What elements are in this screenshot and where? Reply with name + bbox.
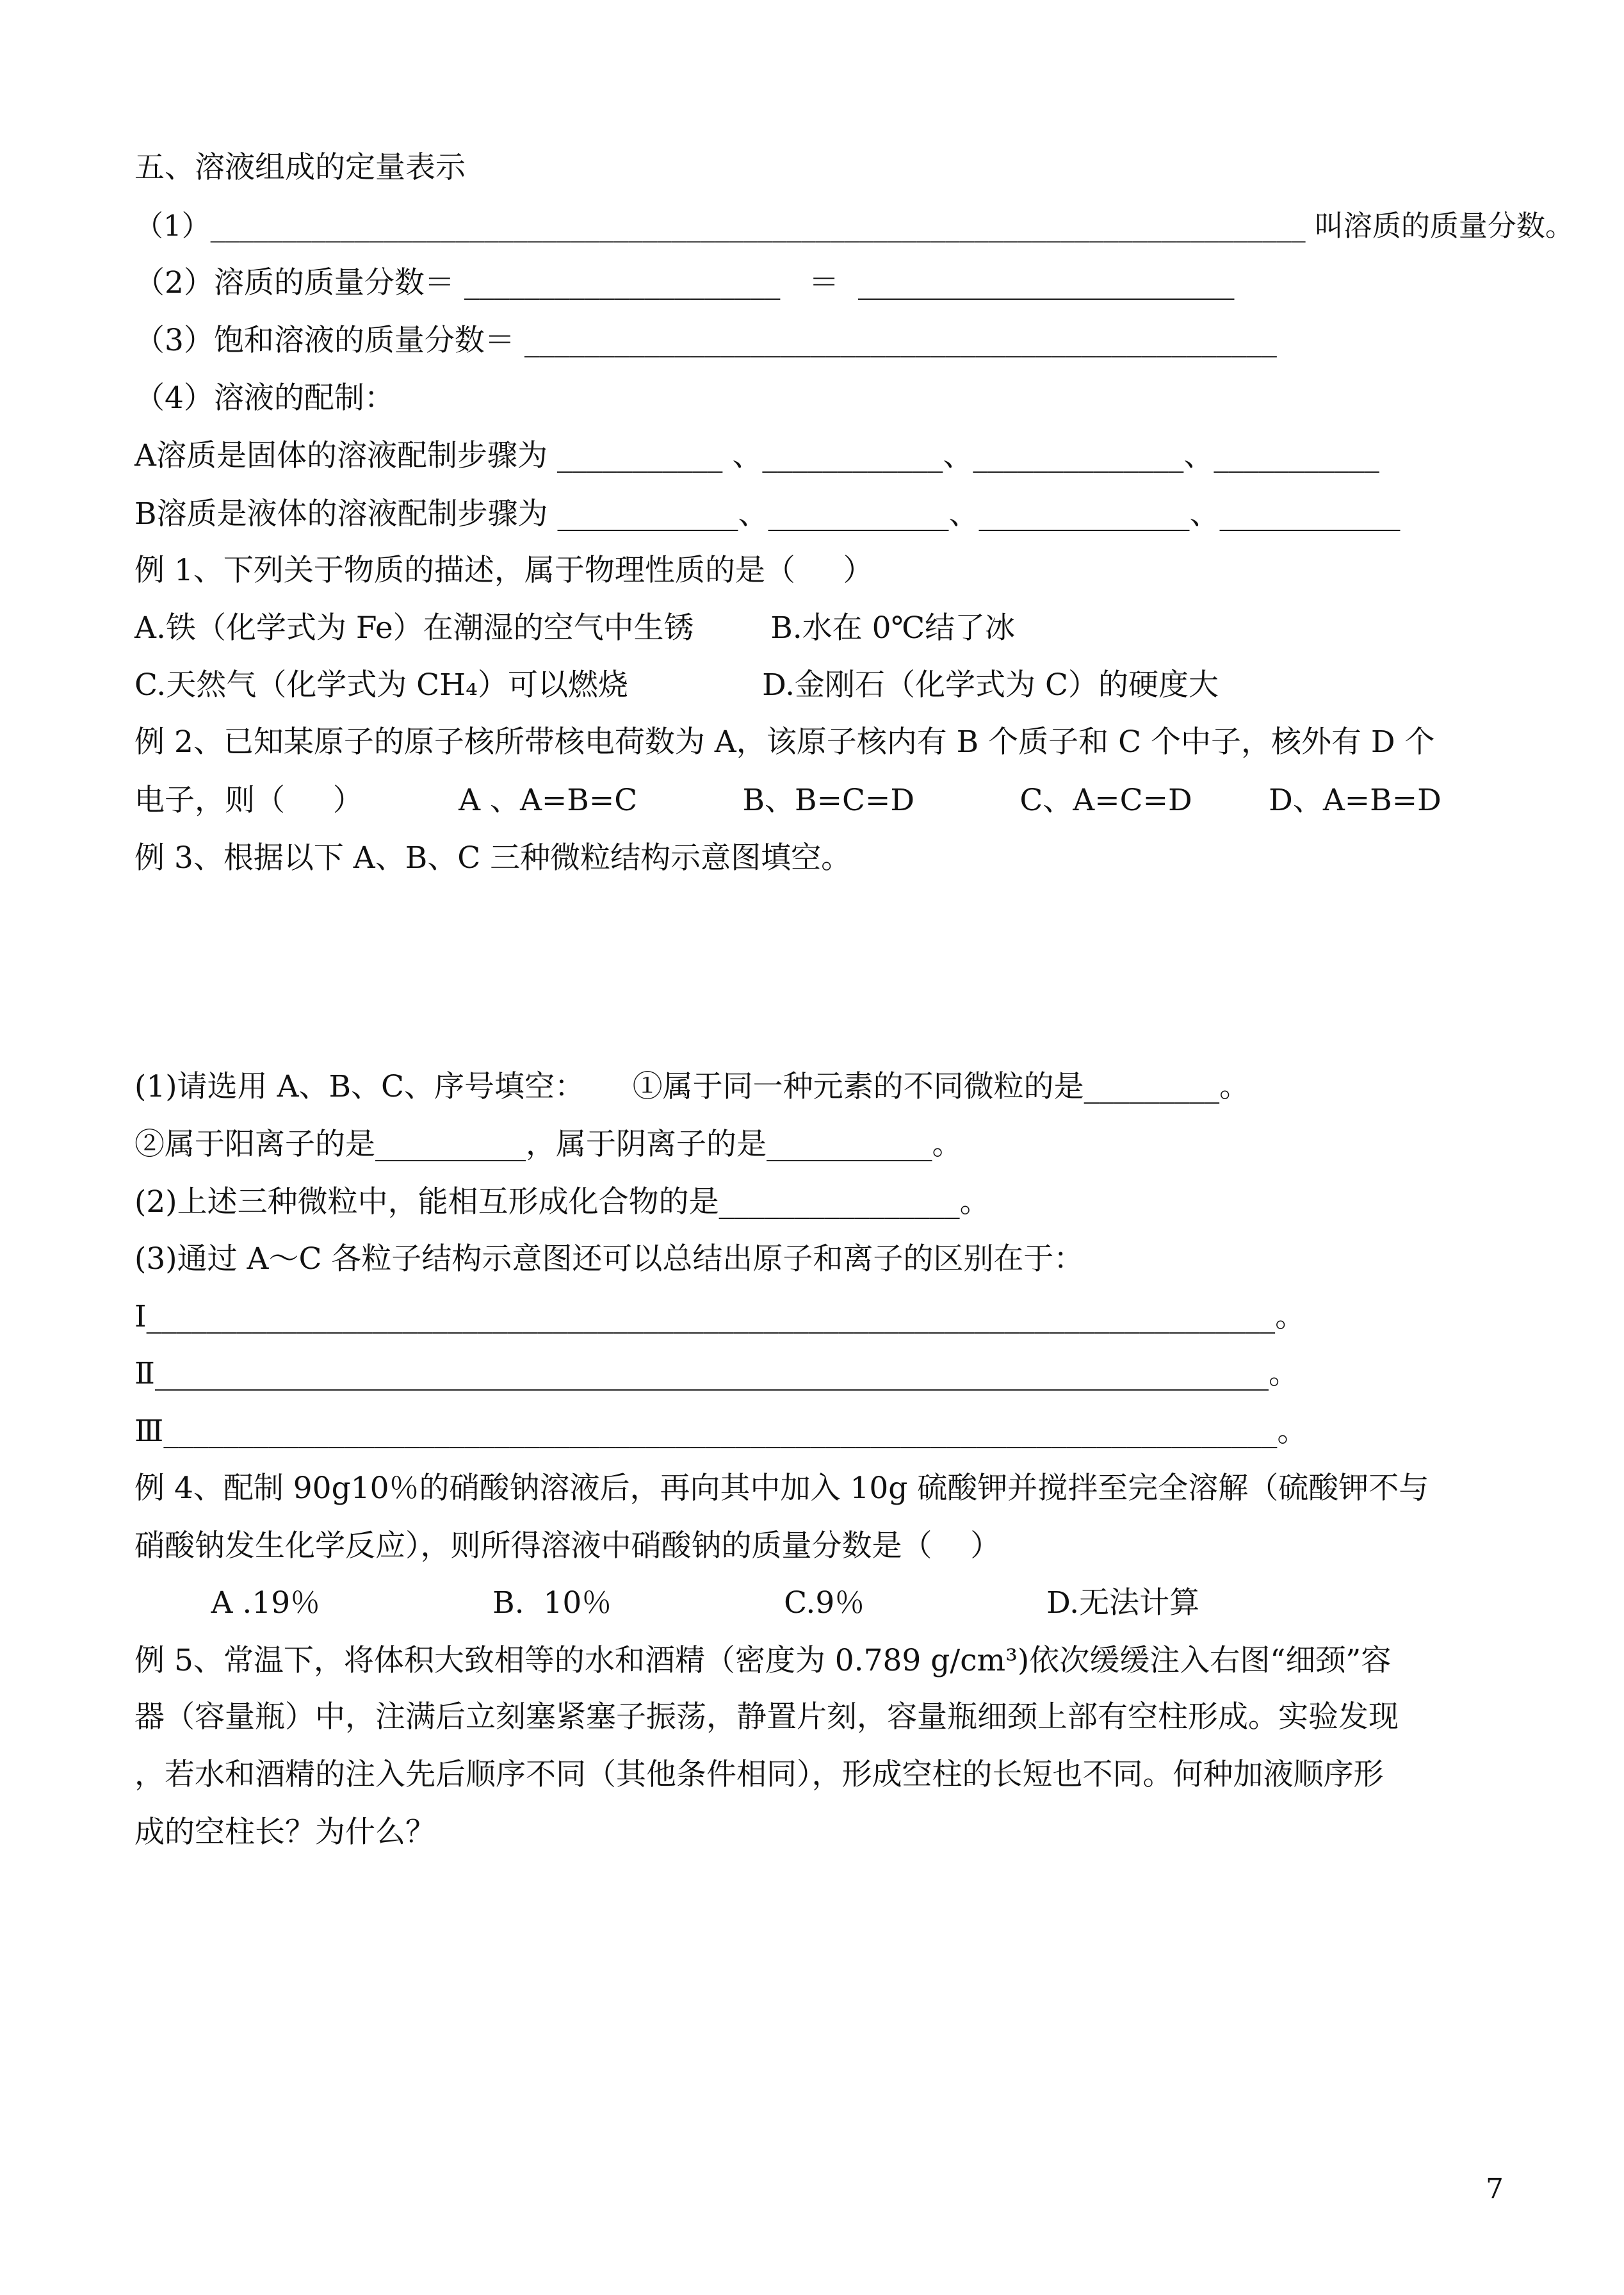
solid-steps-line: A溶质是固体的溶液配制步骤为 ___________ 、____________、______________、___________ — [134, 438, 1379, 473]
example-3-question: 例 3、根据以下 A、B、C 三种微粒结构示意图填空。 — [134, 840, 852, 876]
preparation-heading: （4）溶液的配制： — [134, 380, 394, 416]
page-number: 7 — [1486, 2173, 1504, 2205]
example-5-line-2: 器（容量瓶）中，注满后立刻塞紧塞子振荡，静置片刻，容量瓶细颈上部有空柱形成。实验发现 — [134, 1699, 1399, 1735]
liquid-steps-line: B溶质是液体的溶液配制步骤为 ____________、____________、______________、____________ — [134, 496, 1401, 532]
example-3-part-2: (2)上述三种微粒中，能相互形成化合物的是________________。 — [134, 1184, 990, 1220]
answer-line-iii: Ⅲ__________________________________________________________________________。 — [134, 1414, 1308, 1449]
example-1-question: 例 1、下列关于物质的描述，属于物理性质的是（ ） — [134, 553, 873, 588]
example-3-part-1: (1)请选用 A、B、C、序号填空： ①属于同一种元素的不同微粒的是_________。 — [134, 1069, 1250, 1104]
example-4-options: A .19％ B. 10％ C.9％ D.无法计算 — [134, 1585, 1200, 1621]
answer-line-i: Ⅰ___________________________________________________________________________。 — [134, 1299, 1306, 1334]
saturated-fraction-line: （3）饱和溶液的质量分数＝ __________________________________________________ — [134, 323, 1277, 358]
example-3-part-1b: ②属于阳离子的是__________，属于阴离子的是___________。 — [134, 1127, 962, 1162]
example-3-part-3: (3)通过 A～C 各粒子结构示意图还可以总结出原子和离子的区别在于： — [134, 1241, 1084, 1277]
example-5-line-4: 成的空柱长？为什么？ — [134, 1815, 435, 1850]
example-2-question: 例 2、已知某原子的原子核所带核电荷数为 A，该原子核内有 B 个质子和 C 个中子，核外有 D 个 — [134, 724, 1435, 760]
mass-fraction-line: （2）溶质的质量分数＝ _____________________ ＝ _________________________ — [134, 265, 1235, 300]
definition-line: （1）____________________________________________________________________________ 叫溶质的质量分数。 — [134, 209, 1574, 243]
example-4-question-line-1: 例 4、配制 90g10％的硝酸钠溶液后，再向其中加入 10g 硫酸钾并搅拌至完全溶解（硫酸钾不与 — [134, 1471, 1429, 1506]
answer-line-ii: Ⅱ__________________________________________________________________________。 — [134, 1356, 1299, 1391]
example-2-options: 电子，则（ ） A 、A=B=C B、B=C=D C、A=C=D D、A=B=D — [134, 783, 1441, 818]
example-1-options-cd: C.天然气（化学式为 CH₄）可以燃烧 D.金刚石（化学式为 C）的硬度大 — [134, 667, 1219, 703]
example-5-line-3: ，若水和酒精的注入先后顺序不同（其他条件相同），形成空柱的长短也不同。何种加液顺序形 — [134, 1757, 1384, 1792]
example-1-options-ab: A.铁（化学式为 Fe）在潮湿的空气中生锈 B.水在 0℃结了冰 — [134, 610, 1016, 646]
example-5-line-1: 例 5、常温下，将体积大致相等的水和酒精（密度为 0.789 g/cm³)依次缓缓注入右图“细颈”容 — [134, 1643, 1392, 1678]
section-title: 五、溶液组成的定量表示 — [134, 150, 466, 185]
example-4-question-line-2: 硝酸钠发生化学反应），则所得溶液中硝酸钠的质量分数是（ ） — [134, 1528, 1001, 1564]
